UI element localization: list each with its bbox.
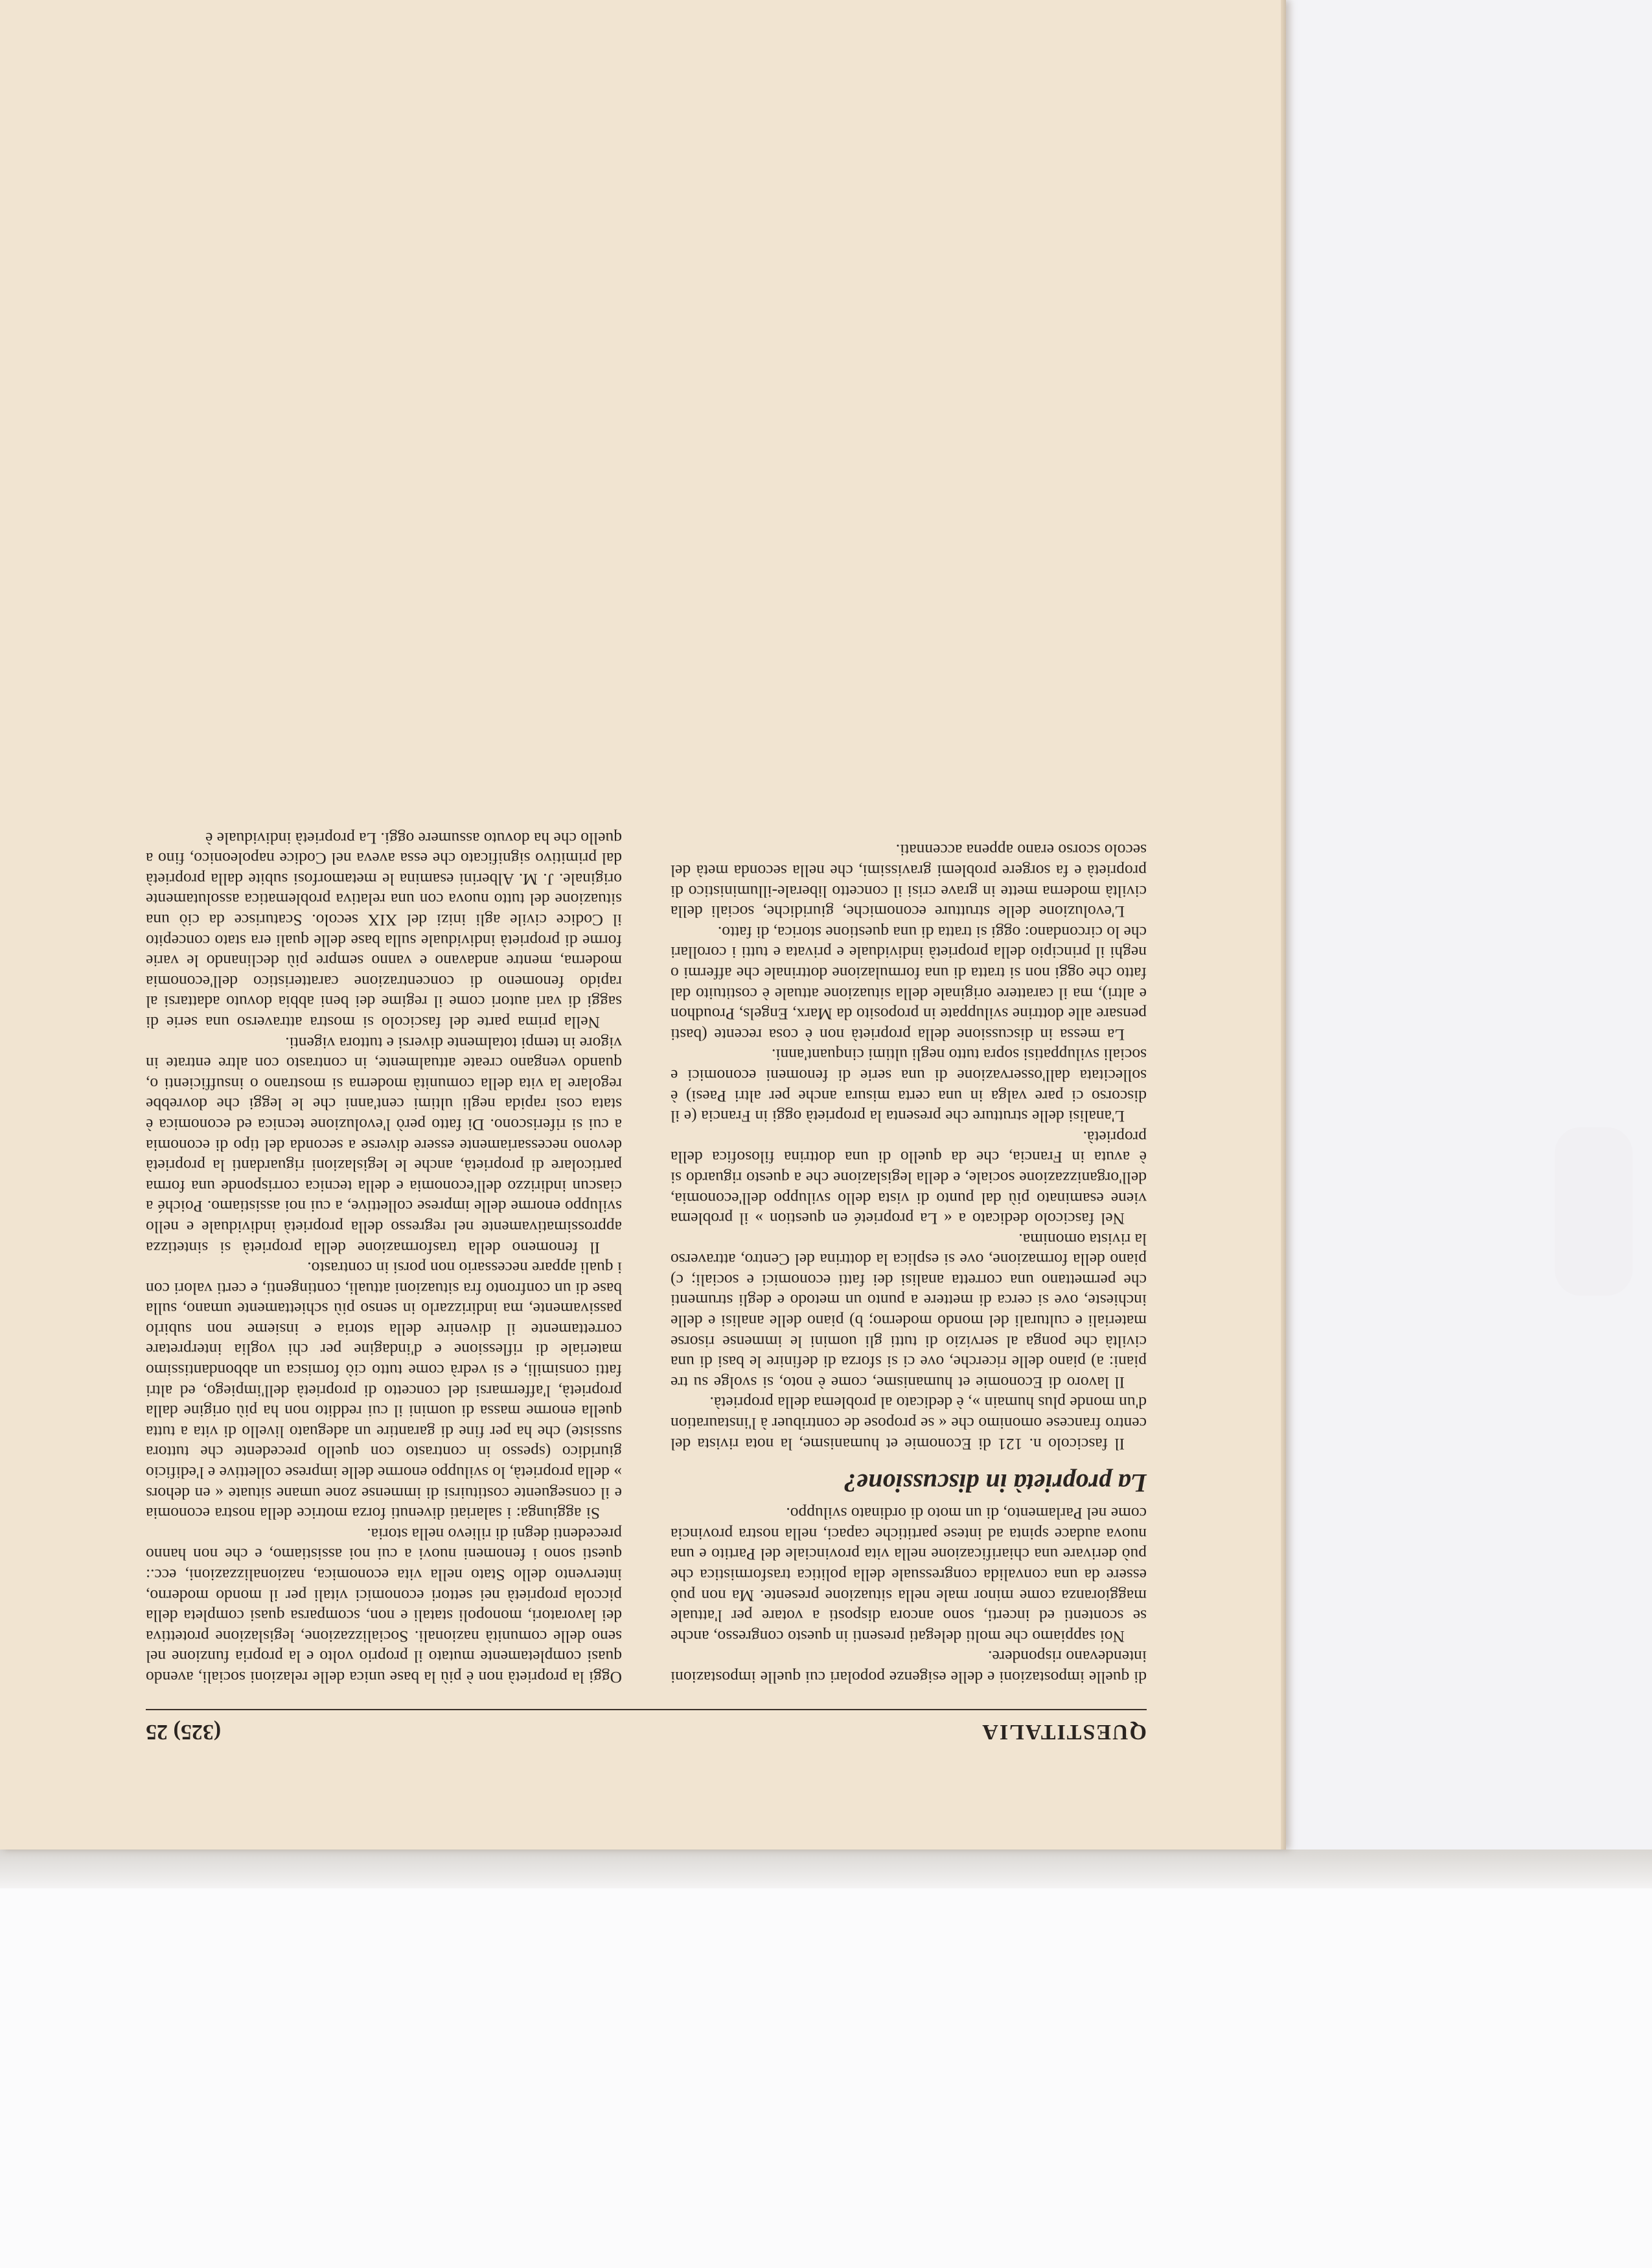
paragraph: La messa in discussione della proprietà non è cosa recente (basti pensare alle dottrine sviluppate in proposito da Marx, Engels, Proudhon e altri), ma il carattere originale della situazione attuale è costituito dal fatto che oggi non si tratta di una formulazione dottrinale che affermi o neghi il principio della proprietà individuale e privata e tutti i corollari che lo circondano: oggi si tratta di una questione storica, di fatto. <box>671 922 1147 1044</box>
paragraph: Il lavoro di Economie et humanisme, come è noto, si svolge su tre piani: a) piano delle ricerche, ove ci si sforza di definire le basi di una civiltà che ponga al servizio di tutti gli uomini le immense risorse materiali e culturali del mondo moderno; b) piano delle analisi e delle inchieste, ove si cerca di mettere a punto un metodo e degli strumenti che permettano una corretta analisi dei fatti economici e sociali; c) piano della formazione, ove si esplica la dottrina del Centro, attraverso la rivista omonima. <box>671 1230 1147 1392</box>
bleed-through-mark <box>1555 1127 1633 1296</box>
paragraph: di quelle impostazioni e delle esigenze popolari cui quelle impostazioni intendevano rispondere. <box>671 1647 1147 1687</box>
left-column <box>671 840 1147 1688</box>
right-column <box>146 828 622 1688</box>
printed-content-upside-down <box>146 117 1147 1749</box>
page-number: (325) 25 <box>146 1720 222 1744</box>
paragraph: Nel fascicolo dedicato a « La proprieté en question » il problema viene esaminato più dal punto di vista dello sviluppo dell'economia, dell'organizzazione sociale, e della legislazione che a questo riguardo si è avuta in Francia, che da quello di una dottrina filosofica della proprietà. <box>671 1127 1147 1229</box>
scanner-shadow <box>0 1850 1652 1888</box>
paragraph: Noi sappiamo che molti delegati presenti in questo congresso, anche se scontenti ed incerti, sono ancora disposti a votare per l'attuale maggioranza come minor male nella situazione presente. Ma non può essere da una convalida congressuale della politica trasformistica che può derivare una chiarificazione nella vita provinciale del Partito e una nuova audace spinta ad intese partitiche capaci, nella nostra provincia come nel Parlamento, di un moto di ordinato sviluppo. <box>671 1504 1147 1646</box>
paragraph: Il fenomeno della trasformazione della proprietà si sintetizza approssimativamente nel regresso della proprietà individuale e nello sviluppo enorme delle imprese collettive, a cui noi assistiamo. Poiché a ciascun indirizzo dell'economia e della tecnica corrisponde una forma particolare di proprietà, anche le legislazioni riguardanti la proprietà devono necessariamente essere diverse a seconda del tipo di economia a cui si riferiscono. Di fatto però l'evoluzione tecnica ed economica è stata così rapida negli ultimi cent'anni che le leggi che dovrebbe regolare la vita della comunità moderna si mostrano o insufficienti o, quando vengano create attualmente, in contrasto con altre entrate in vigore in tempi totalmente diversi e tuttora vigenti. <box>146 1033 622 1257</box>
paragraph: Oggi la proprietà non è più la base unica delle relazioni sociali, avendo quasi completamente mutato il proprio volto e la propria funzione nel seno delle comunità nazionali. Socializzazione, legislazione protettiva dei lavoratori, monopoli statali e non, scomparsa quasi completa della piccola proprietà nei settori economici vitali per il mondo moderno, intervento dello Stato nella vita economica, nazionalizzazioni, ecc.: questi sono i fenomeni nuovi a cui noi assistiamo, e che non hanno precedenti degni di rilievo nella storia. <box>146 1524 622 1687</box>
paragraph: Il fascicolo n. 121 di Economie et humanisme, la nota rivista del centro francese omonimo che « se propose de contribuer à l'instauration d'un monde plus humain », è dedicato al problema della proprietà. <box>671 1393 1147 1454</box>
running-title: QUESTITALIA <box>981 1720 1147 1744</box>
paragraph: Nella prima parte del fascicolo si mostra attraverso una serie di saggi di vari autori come il regime dei beni abbia dovuto adattarsi al rapido fenomeno di concentrazione caratteristico dell'economia moderna, mentre andavano e vanno sempre più declinando le varie forme di proprietà individuale sulla base delle quali era stato concepito il Codice civile agli inizi del XIX secolo. Scaturisce da ciò una situazione del tutto nuova con una relativa problematica assolutamente originale. J. M. Alberini esamina le metamorfosi subite dalla proprietà dal primitivo significato che essa aveva nel Codice napoleonico, fino a quello che ha dovuto assumere oggi. La proprietà individuale è <box>146 829 622 1032</box>
paragraph: L'analisi delle strutture che presenta la proprietà oggi in Francia (e il discorso ci pare valga in una certa misura anche per altri Paesi) è sollecitata dall'osservazione di una serie di fenomeni economici e sociali sviluppatisi sopra tutto negli ultimi cinquant'anni. <box>671 1046 1147 1127</box>
scanner-bed-area <box>1286 0 1652 1853</box>
article-title: La proprietà in discussione? <box>843 1468 1147 1498</box>
paragraph: Si aggiunga: i salariati divenuti forza motrice della nostra economia e il conseguente costituirsi di immense zone umane situate « en dehors » della proprietà, lo sviluppo enorme delle imprese collettive e l'edificio giuridico (spesso in contrasto con quello precedente che tuttora sussiste) che ha per fine di garantire un adeguato livello di vita a tutta quella enorme massa di uomini il cui reddito non ha più origine dalla proprietà, l'affermarsi del concetto di proprietà dell'impiego, ed altri fatti consimili, e si vedrà come tutto ciò fornisca un abbondantissimo materiale di riflessione e d'indagine per chi voglia interpretare correttamente il divenire della storia e insieme non subirlo passivamente, ma indirizzarlo in senso più schiettamente umano, sulla base di un confronto fra situazioni attuali, contingenti, e certi valori con i quali appare necessario non porsi in contrasto. <box>146 1259 622 1524</box>
page-edge <box>1281 0 1286 1850</box>
running-header <box>146 1709 1147 1749</box>
paragraph: L'evoluzione delle strutture economiche, giuridiche, sociali della civiltà moderna mette in grave crisi il concetto liberale-illuministico di proprietà e fa sorgere problemi gravissimi, che nella seconda metà del secolo scorso erano appena accennati. <box>671 841 1147 922</box>
